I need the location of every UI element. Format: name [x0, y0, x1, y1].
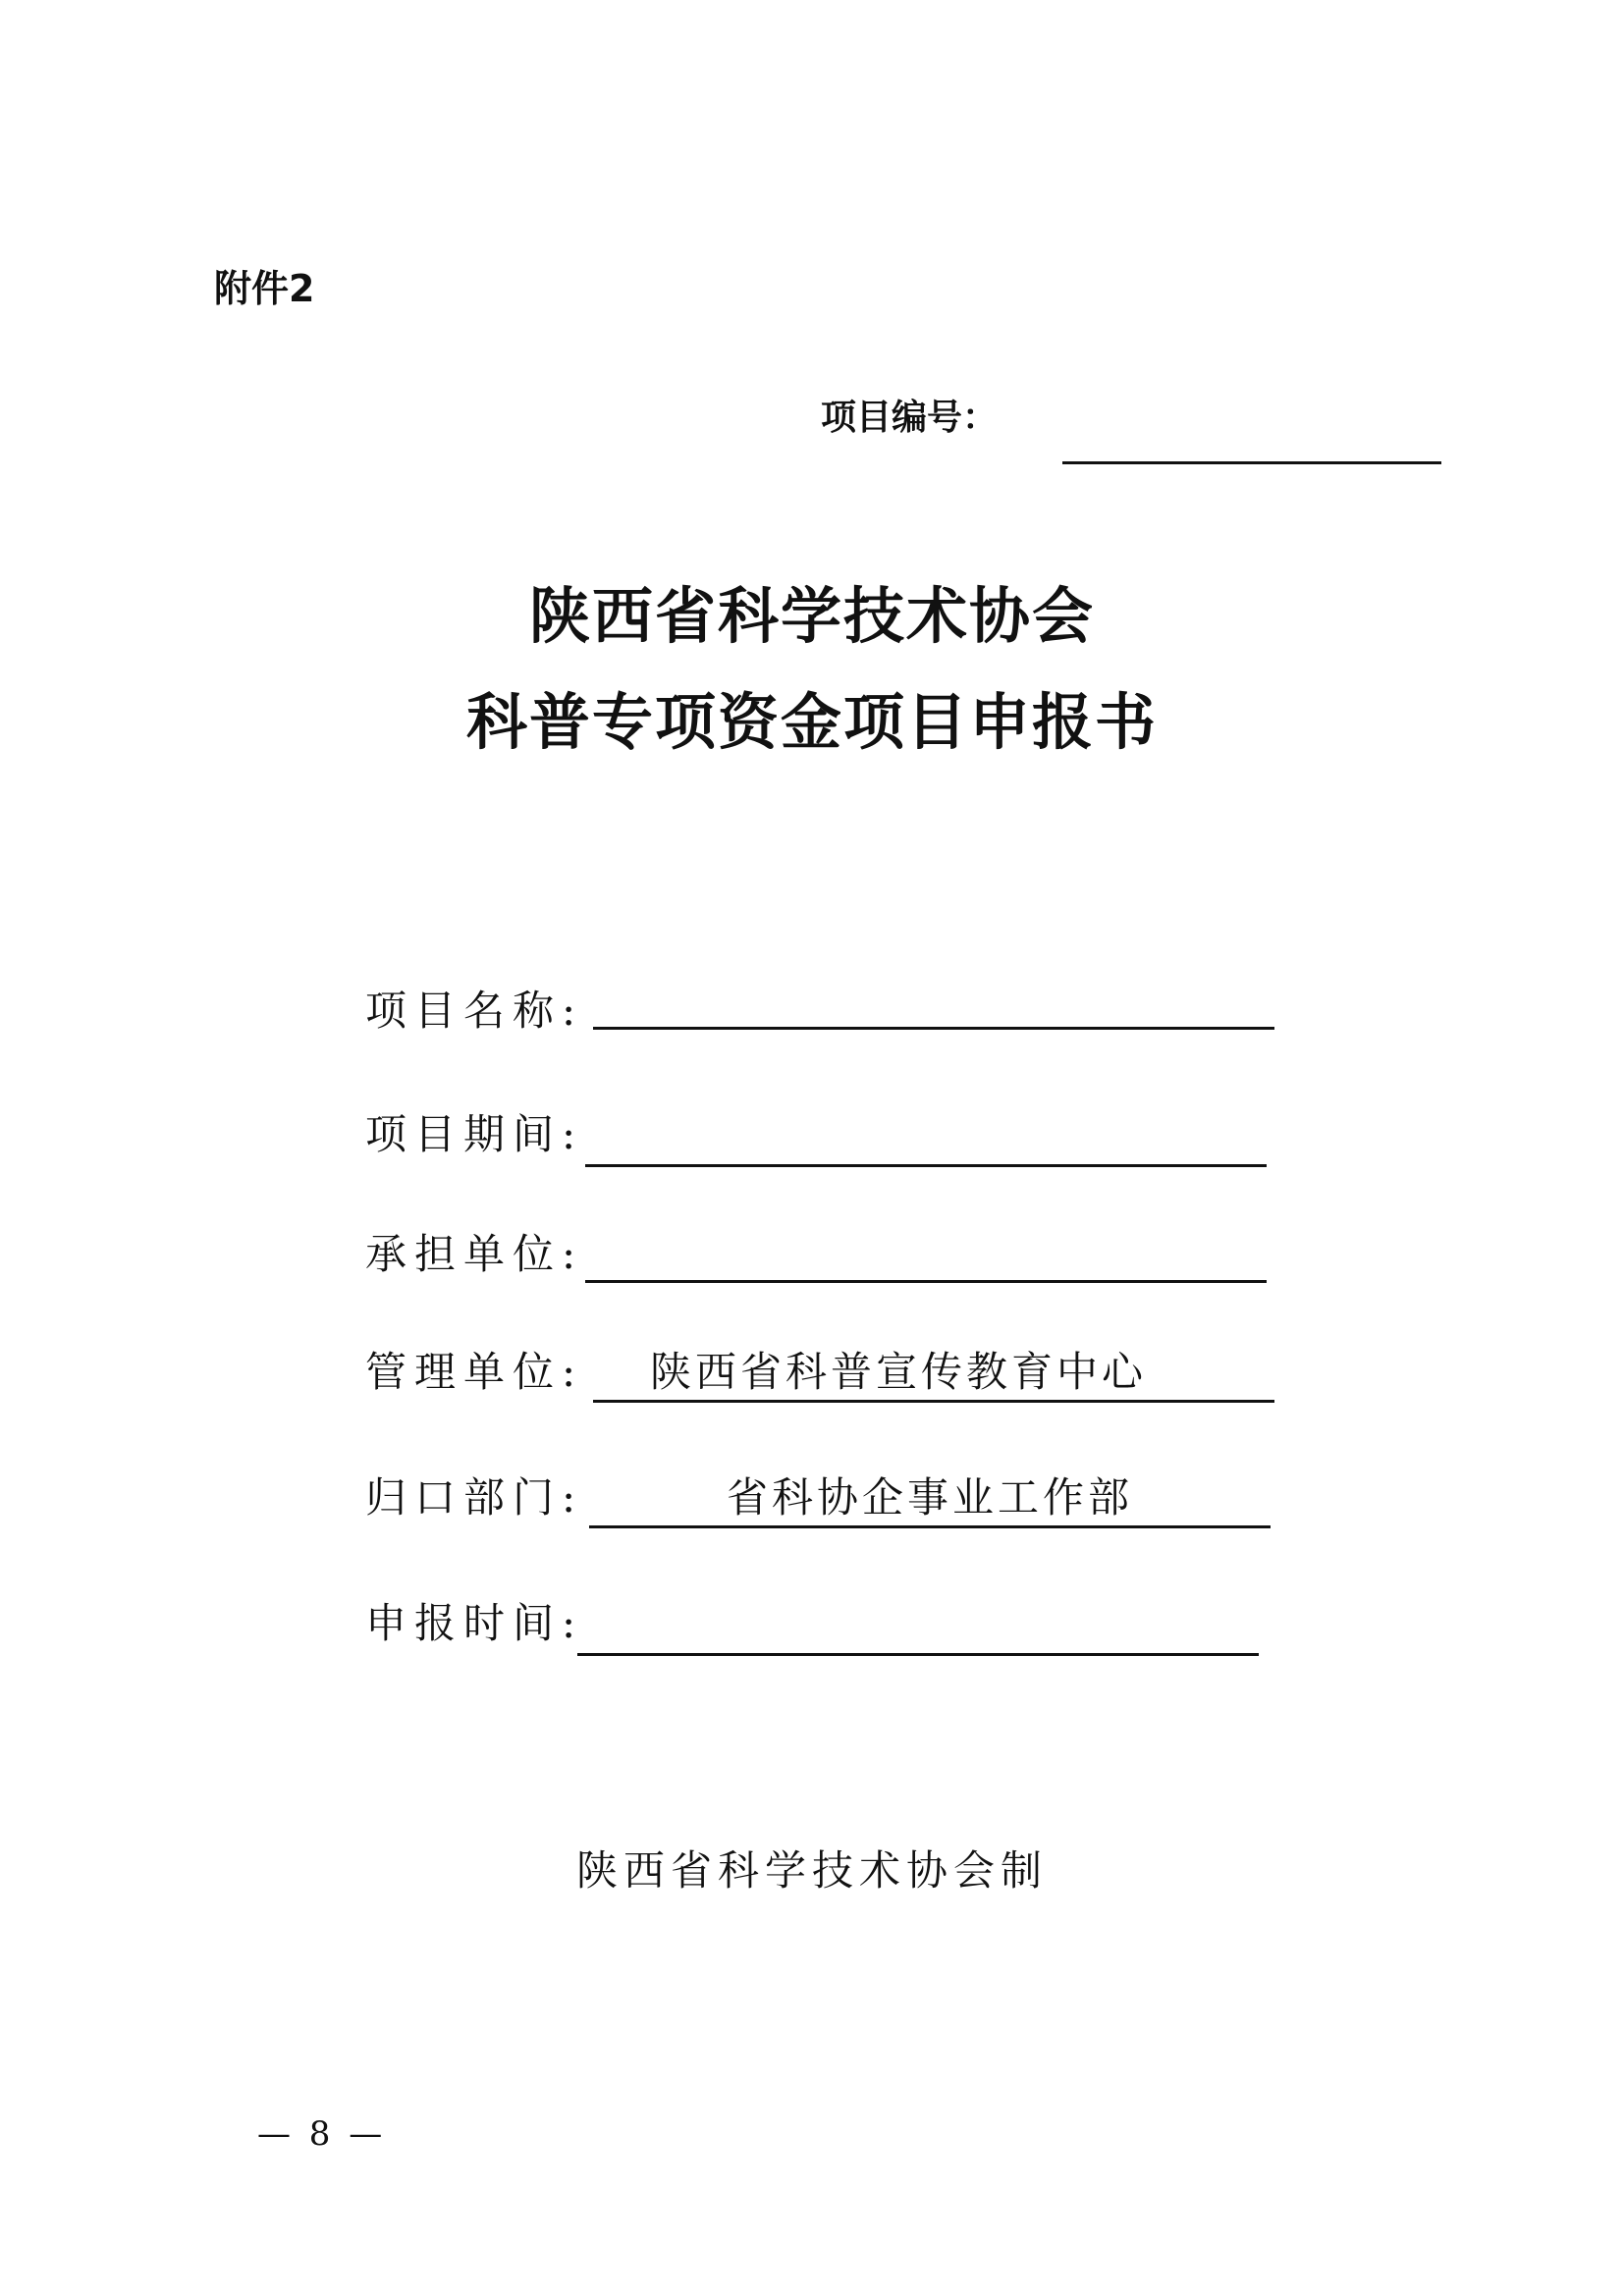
project-period-label: 项目期间:	[365, 1110, 584, 1158]
project-number-label: 项目编号：	[821, 398, 999, 438]
attachment-label: 附件2	[214, 267, 315, 310]
application-date-label: 申报时间:	[365, 1599, 584, 1647]
management-unit-label: 管理单位:	[365, 1348, 584, 1396]
project-period-underline	[585, 1164, 1267, 1167]
issuer-footer: 陕西省科学技术协会制	[575, 1846, 1048, 1895]
undertaking-unit-label: 承担单位:	[365, 1230, 584, 1278]
document-title-line1: 陕西省科学技术协会	[528, 580, 1095, 652]
project-name-label: 项目名称:	[365, 987, 584, 1035]
page-number: — 8 —	[257, 2114, 387, 2154]
management-unit-underline	[593, 1400, 1274, 1403]
document-title-line2: 科普专项资金项目申报书	[465, 686, 1158, 758]
competent-department-value[interactable]: 省科协企事业工作部	[726, 1473, 1133, 1522]
management-unit-value[interactable]: 陕西省科普宣传教育中心	[650, 1348, 1148, 1396]
project-name-underline	[593, 1027, 1274, 1030]
competent-department-label: 归口部门:	[365, 1473, 584, 1522]
competent-department-underline	[589, 1525, 1271, 1528]
undertaking-unit-underline	[585, 1280, 1267, 1283]
application-date-underline	[577, 1653, 1259, 1656]
project-number-field[interactable]	[1062, 461, 1441, 464]
